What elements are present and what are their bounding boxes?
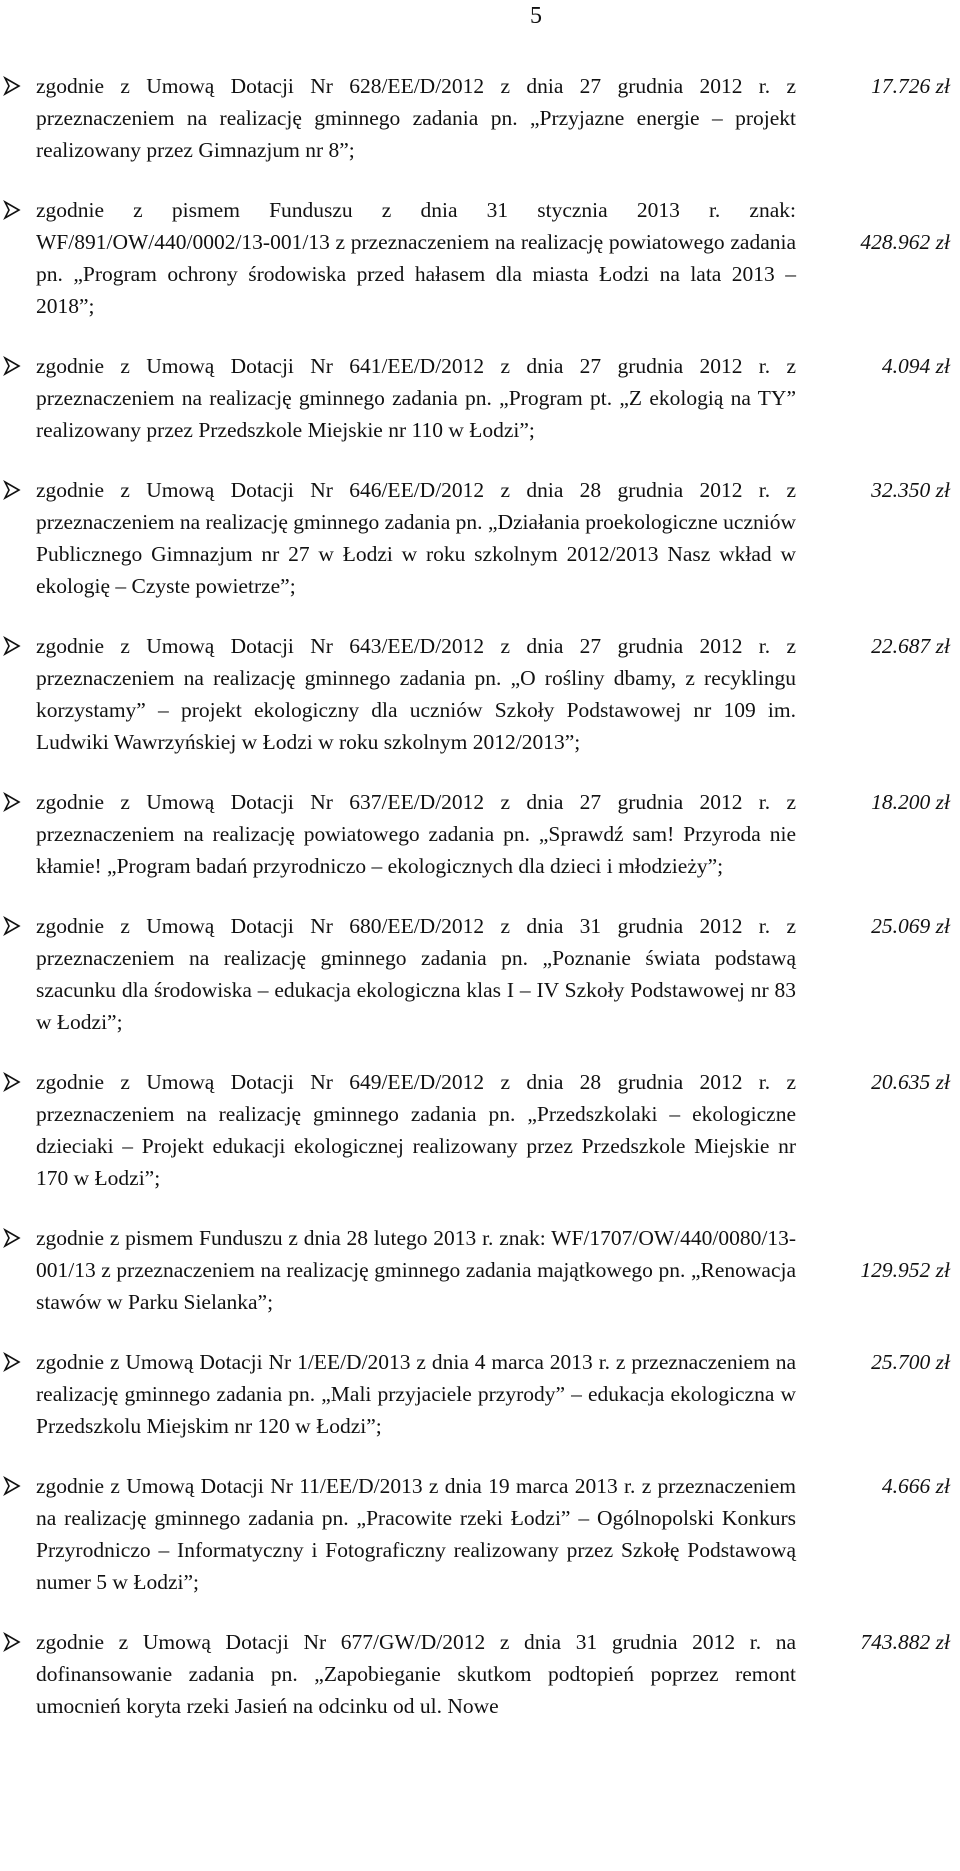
entry-text: zgodnie z Umową Dotacji Nr 677/GW/D/2012 z dnia 31 grudnia 2012 r. na dofinansowanie zadania pn. „Zapobieganie skutkom podtopień poprzez remont umocnień koryta rzeki Jasień na odcinku od ul. Nowe (36, 1630, 796, 1718)
list-item (0, 786, 960, 882)
entry-text: zgodnie z Umową Dotacji Nr 11/EE/D/2013 z dnia 19 marca 2013 r. z przeznaczeniem na realizację gminnego zadania pn. „Pracowite rzeki Łodzi” – Ogólnopolski Konkurs Przyrodniczo – Informatyczny i Fotograficzny realizowany przez Szkołę Podstawową numer 5 w Łodzi”; (36, 1474, 796, 1594)
entry-amount: 129.952 zł (860, 1258, 950, 1282)
entry-text: zgodnie z Umową Dotacji Nr 1/EE/D/2013 z dnia 4 marca 2013 r. z przeznaczeniem na realizację gminnego zadania pn. „Mali przyjaciele przyrody” – edukacja ekologiczna w Przedszkolu Miejskim nr 120 w Łodzi”; (36, 1350, 796, 1438)
entry-text: zgodnie z Umową Dotacji Nr 637/EE/D/2012 z dnia 27 grudnia 2012 r. z przeznaczeniem na realizację powiatowego zadania pn. „Sprawdź sam! Przyroda nie kłamie! „Program badań przyrodniczo – ekologicznych dla dzieci i młodzieży”; (36, 790, 796, 878)
page-number: 5 (530, 3, 542, 29)
entry-text: zgodnie z Umową Dotacji Nr 643/EE/D/2012 z dnia 27 grudnia 2012 r. z przeznaczeniem na realizację gminnego zadania pn. „O rośliny dbamy, z recyklingu korzystamy” – projekt ekologiczny dla uczniów Szkoły Podstawowej nr 109 im. Ludwiki Wawrzyńskiej w Łodzi w roku szkolnym 2012/2013”; (36, 634, 796, 754)
arrow-bullet-icon (2, 1228, 22, 1248)
arrow-bullet-icon (2, 792, 22, 812)
arrow-bullet-icon (2, 480, 22, 500)
entry-text: zgodnie z Umową Dotacji Nr 649/EE/D/2012 z dnia 28 grudnia 2012 r. z przeznaczeniem na realizację gminnego zadania pn. „Przedszkolaki – ekologiczne dzieciaki – Projekt edukacji ekologicznej realizowany przez Przedszkole Miejskie nr 170 w Łodzi”; (36, 1070, 796, 1190)
entry-text: zgodnie z pismem Funduszu z dnia 31 stycznia 2013 r. znak: WF/891/OW/440/0002/13-001/13 z przeznaczeniem na realizację powiatowego zadania pn. „Program ochrony środowiska przed hałasem dla miasta Łodzi na lata 2013 – 2018”; (36, 198, 796, 318)
grant-list (0, 70, 960, 1722)
entry-amount: 32.350 zł (871, 478, 950, 502)
list-item (0, 194, 960, 322)
arrow-bullet-icon (2, 200, 22, 220)
list-item (0, 910, 960, 1038)
arrow-bullet-icon (2, 1476, 22, 1496)
list-item (0, 630, 960, 758)
entry-amount: 4.094 zł (881, 354, 950, 378)
arrow-bullet-icon (2, 76, 22, 96)
entry-amount: 428.962 zł (860, 230, 950, 254)
arrow-bullet-icon (2, 1352, 22, 1372)
arrow-bullet-icon (2, 1632, 22, 1652)
entry-text: zgodnie z Umową Dotacji Nr 680/EE/D/2012 z dnia 31 grudnia 2012 r. z przeznaczeniem na realizację gminnego zadania pn. „Poznanie świata podstawą szacunku dla środowiska – edukacja ekologiczna klas I – IV Szkoły Podstawowej nr 83 w Łodzi”; (36, 914, 796, 1034)
arrow-bullet-icon (2, 1072, 22, 1092)
arrow-bullet-icon (2, 356, 22, 376)
list-item (0, 350, 960, 446)
entry-text: zgodnie z pismem Funduszu z dnia 28 lutego 2013 r. znak: WF/1707/OW/440/0080/13-001/13 z przeznaczeniem na realizację gminnego zadania majątkowego pn. „Renowacja stawów w Parku Sielanka”; (36, 1226, 796, 1314)
entry-text: zgodnie z Umową Dotacji Nr 646/EE/D/2012 z dnia 28 grudnia 2012 r. z przeznaczeniem na realizację gminnego zadania pn. „Działania proekologiczne uczniów Publicznego Gimnazjum nr 27 w Łodzi w roku szkolnym 2012/2013 Nasz wkład w ekologię – Czyste powietrze”; (36, 478, 796, 598)
list-item (0, 1222, 960, 1318)
arrow-bullet-icon (2, 636, 22, 656)
entry-amount: 25.700 zł (871, 1350, 950, 1374)
entry-text: zgodnie z Umową Dotacji Nr 628/EE/D/2012 z dnia 27 grudnia 2012 r. z przeznaczeniem na realizację gminnego zadania pn. „Przyjazne energie – projekt realizowany przez Gimnazjum nr 8”; (36, 74, 796, 162)
list-item (0, 474, 960, 602)
entry-amount: 18.200 zł (871, 790, 950, 814)
entry-amount: 20.635 zł (871, 1070, 950, 1094)
entry-amount: 743.882 zł (860, 1630, 950, 1654)
entry-amount: 25.069 zł (871, 914, 950, 938)
list-item (0, 1346, 960, 1442)
list-item (0, 1066, 960, 1194)
entry-amount: 22.687 zł (871, 634, 950, 658)
entry-text: zgodnie z Umową Dotacji Nr 641/EE/D/2012 z dnia 27 grudnia 2012 r. z przeznaczeniem na realizację gminnego zadania pn. „Program pt. „Z ekologią na TY” realizowany przez Przedszkole Miejskie nr 110 w Łodzi”; (36, 354, 796, 442)
arrow-bullet-icon (2, 916, 22, 936)
list-item (0, 1626, 960, 1722)
list-item (0, 70, 960, 166)
list-item (0, 1470, 960, 1598)
entry-amount: 17.726 zł (871, 74, 950, 98)
entry-amount: 4.666 zł (881, 1474, 950, 1498)
